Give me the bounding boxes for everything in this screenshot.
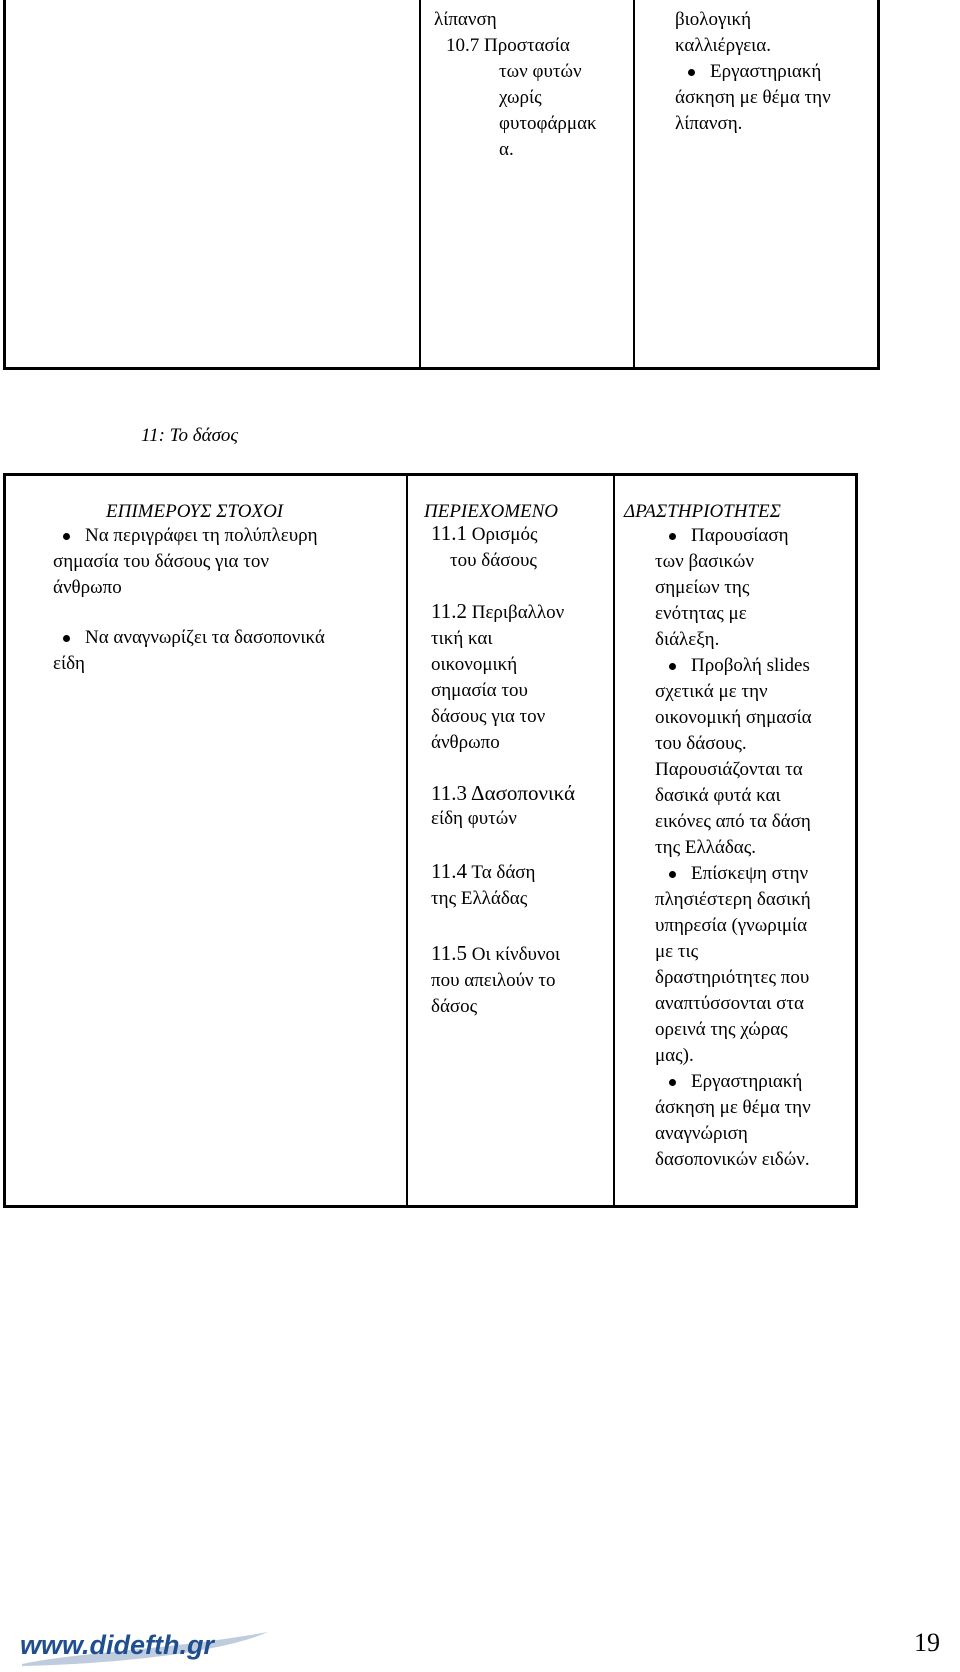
- activity-text: Παρουσίαση: [691, 525, 789, 546]
- section-heading: 11: Το δάσος: [141, 425, 239, 446]
- activity-text: μας).: [655, 1045, 694, 1066]
- header-content: ΠΕΡΙΕΧΟΜΕΝΟ: [424, 501, 559, 522]
- activity-text: διάλεξη.: [655, 629, 720, 650]
- activity-text: δασοπονικών ειδών.: [655, 1149, 810, 1170]
- content-number: 11.2: [431, 599, 467, 623]
- content-text: που απειλούν το: [431, 970, 556, 991]
- content-text: δάσος: [431, 996, 478, 1017]
- activity-text: εικόνες από τα δάση: [655, 811, 811, 832]
- logo-text: www.didefth.gr: [20, 1630, 214, 1660]
- content-cell: [431, 520, 575, 1020]
- content-text: Τα δάση: [466, 862, 536, 883]
- content-text: Οι κίνδυνοι: [466, 944, 561, 965]
- activity-text: βιολογική: [675, 9, 752, 30]
- activity-text: άσκηση με θέμα την: [675, 87, 831, 108]
- column-divider: [406, 476, 408, 1205]
- activity-text: ενότητας με: [655, 603, 747, 624]
- content-text: άνθρωπο: [431, 732, 500, 753]
- continued-table: [3, 0, 880, 370]
- content-text: τική και: [431, 628, 493, 649]
- activity-text: αναγνώριση: [655, 1123, 748, 1144]
- activity-text: Εργαστηριακή: [710, 61, 822, 82]
- content-number: 11.1: [431, 521, 467, 545]
- content-text: του δάσους: [450, 550, 537, 571]
- unit-table: [3, 473, 858, 1208]
- activity-text: ορεινά της χώρας: [655, 1019, 788, 1040]
- activity-bullet: [710, 59, 831, 85]
- content-text: είδη φυτών: [431, 808, 517, 829]
- content-item: [431, 940, 575, 968]
- content-item: [431, 598, 575, 626]
- content-text: 10.7 Προστασία: [446, 35, 570, 56]
- content-text: χωρίς: [499, 87, 542, 108]
- goal-text: Να περιγράφει τη πολύπλευρη: [85, 525, 318, 546]
- goal-text: σημασία του δάσους για τον: [53, 551, 269, 572]
- activity-bullet: [691, 653, 812, 679]
- activity-text: οικονομική σημασία: [655, 707, 812, 728]
- goal-text: είδη: [53, 653, 85, 674]
- content-text: δάσους για τον: [431, 706, 546, 727]
- content-text: φυτοφάρμακ: [499, 113, 597, 134]
- column-divider: [633, 0, 635, 367]
- goal-text: Να αναγνωρίζει τα δασοπονικά: [85, 627, 325, 648]
- goals-cell: [53, 523, 325, 677]
- goal-bullet: [85, 523, 325, 549]
- activities-cell: [655, 523, 812, 1173]
- content-text: Περιβαλλον: [466, 602, 565, 623]
- activity-text: Προβολή slides: [691, 655, 810, 676]
- activity-text: Εργαστηριακή: [691, 1071, 803, 1092]
- content-text: της Ελλάδας: [431, 888, 528, 909]
- header-activities: ΔΡΑΣΤΗΡΙΟΤΗΤΕΣ: [624, 501, 781, 522]
- activity-text: αναπτύσσονται στα: [655, 993, 804, 1014]
- activity-text: σχετικά με την: [655, 681, 768, 702]
- goal-bullet: [85, 625, 325, 651]
- activity-bullet: [691, 861, 812, 887]
- goal-text: άνθρωπο: [53, 577, 122, 598]
- activity-text: υπηρεσία (γνωριμία: [655, 915, 808, 936]
- activity-text: λίπανση.: [675, 113, 743, 134]
- activity-text: σημείων της: [655, 577, 750, 598]
- activity-text: Παρουσιάζονται τα: [655, 759, 803, 780]
- activity-text: δραστηριότητες που: [655, 967, 810, 988]
- content-text: Ορισμός: [466, 524, 538, 545]
- activity-text: πλησιέστερη δασική: [655, 889, 811, 910]
- content-text: α.: [499, 139, 514, 160]
- content-text: σημασία του: [431, 680, 528, 701]
- content-text: 11.3 Δασοπονικά: [431, 781, 576, 805]
- activity-text: του δάσους.: [655, 733, 747, 754]
- activity-text: καλλιέργεια.: [675, 35, 771, 56]
- activity-text: δασικά φυτά και: [655, 785, 781, 806]
- header-goals: ΕΠΙΜΕΡΟΥΣ ΣΤΟΧΟΙ: [106, 501, 284, 522]
- activity-bullet: [691, 1069, 812, 1095]
- content-cell: [434, 7, 597, 163]
- content-item: [431, 520, 575, 548]
- activity-text: με τις: [655, 941, 699, 962]
- activity-text: άσκηση με θέμα την: [655, 1097, 811, 1118]
- didefth-logo: [18, 1624, 274, 1668]
- content-item: [431, 858, 575, 886]
- activities-cell: [675, 7, 831, 137]
- activity-bullet: [691, 523, 812, 549]
- content-number: 11.5: [431, 941, 467, 965]
- content-text: των φυτών: [499, 61, 582, 82]
- content-number: 11.4: [431, 859, 467, 883]
- activity-text: Επίσκεψη στην: [691, 863, 809, 884]
- content-text: οικονομική: [431, 654, 518, 675]
- column-divider: [613, 476, 615, 1205]
- activity-text: της Ελλάδας.: [655, 837, 757, 858]
- page-number: 19: [914, 1628, 940, 1657]
- activity-text: των βασικών: [655, 551, 754, 572]
- column-divider: [419, 0, 421, 367]
- content-text: λίπανση: [434, 9, 497, 30]
